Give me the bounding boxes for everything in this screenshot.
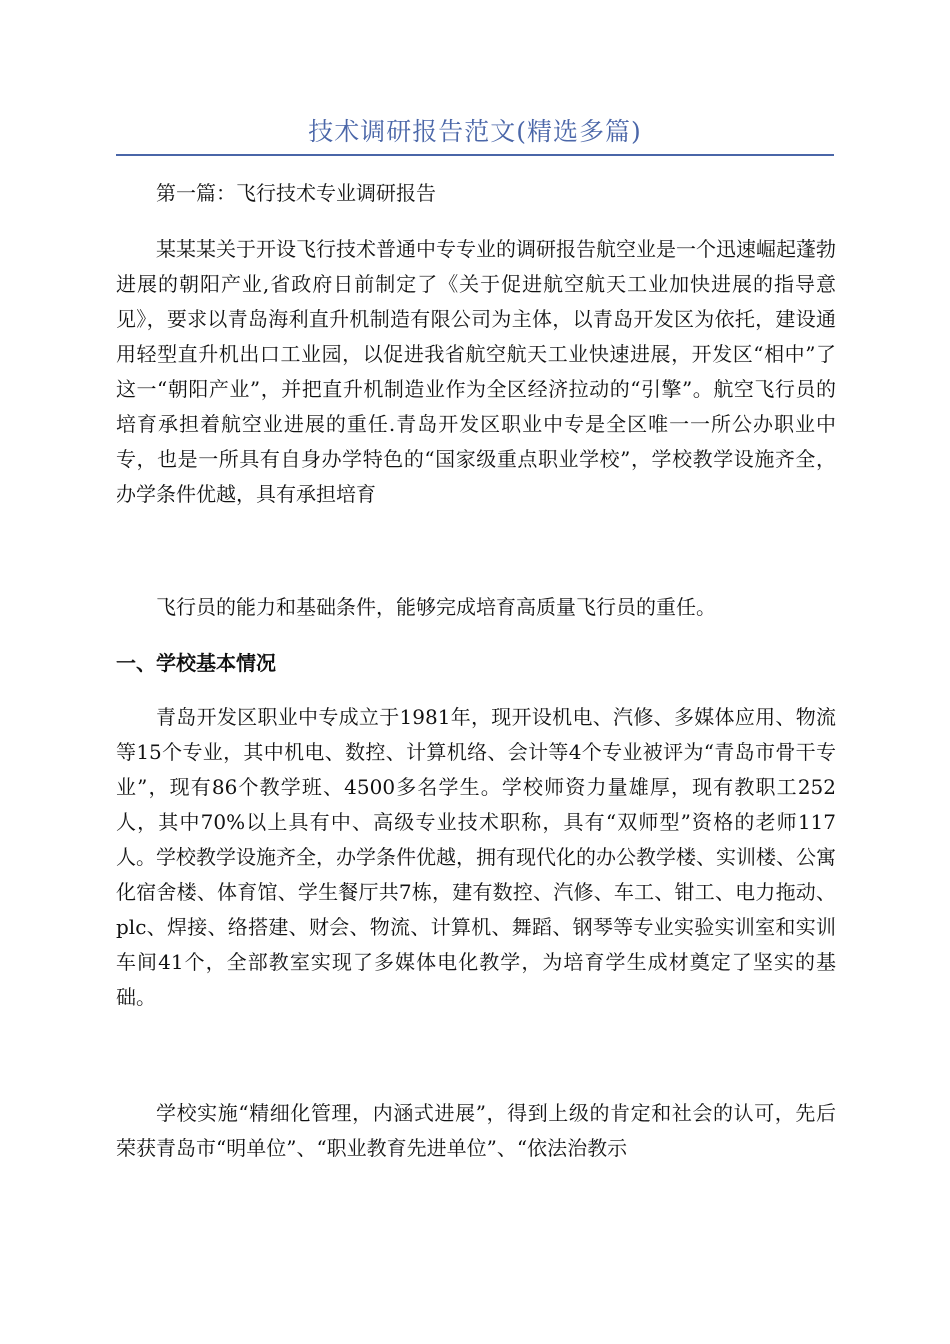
intro-continuation-paragraph: 飞行员的能力和基础条件，能够完成培育高质量飞行员的重任。: [156, 595, 716, 619]
chapter-subtitle: 第一篇：飞行技术专业调研报告: [156, 181, 436, 205]
document-title: 技术调研报告范文(精选多篇): [308, 117, 642, 146]
title-underline: [116, 154, 834, 156]
intro-paragraph: 某某某关于开设飞行技术普通中专专业的调研报告航空业是一个迅速崛起蓬勃进展的朝阳产业,省政府日前制定了《关于促进航空航天工业加快进展的指导意见》，要求以青岛海利直升机制造有限公司为主体，以青岛开发区为依托，建设通用轻型直升机出口工业园，以促进我省航空航天工业快速进展，开发区“相中”了这一“朝阳产业”，并把直升机制造业作为全区经济拉动的“引擎”。航空飞行员的培育承担着航空业进展的重任.青岛开发区职业中专是全区唯一一所公办职业中专，也是一所具有自身办学特色的“国家级重点职业学校”，学校教学设施齐全，办学条件优越，具有承担培育: [116, 237, 836, 506]
school-honors-paragraph: 学校实施“精细化管理，内涵式进展”，得到上级的肯定和社会的认可，先后荣获青岛市“明单位”、“职业教育先进单位”、“依法治教示: [116, 1101, 836, 1160]
school-overview-paragraph: 青岛开发区职业中专成立于1981年，现开设机电、汽修、多媒体应用、物流等15个专业，其中机电、数控、计算机络、会计等4个专业被评为“青岛市骨干专业”，现有86个教学班、4500多名学生。学校师资力量雄厚，现有教职工252人，其中70%以上具有中、高级专业技术职称，具有“双师型”资格的老师117人。学校教学设施齐全，办学条件优越，拥有现代化的办公教学楼、实训楼、公寓化宿舍楼、体育馆、学生餐厅共7栋，建有数控、汽修、车工、钳工、电力拖动、plc、焊接、络搭建、财会、物流、计算机、舞蹈、钢琴等专业实验实训室和实训车间41个，全部教室实现了多媒体电化教学，为培育学生成材奠定了坚实的基础。: [116, 705, 836, 1009]
section-heading: 一、学校基本情况: [116, 651, 276, 675]
